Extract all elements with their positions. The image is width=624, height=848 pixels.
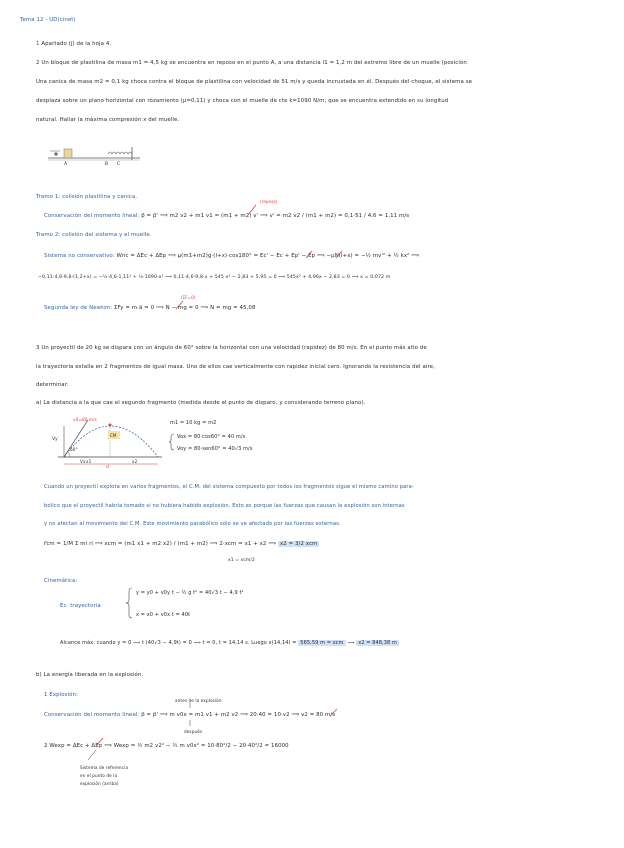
momentum-label: Conservación del momento lineal:	[44, 213, 140, 219]
data-mass: m1 = 10 kg = m2	[170, 420, 217, 426]
newton-equation: ΣFy = m·a⃗ = 0 ⟹ N − mg = 0 ⟹ N = mg = 45,08	[114, 305, 256, 311]
p2-statement-line-2: Una canica de masa m2 = 0,1 kg choca contra el bloque de plastilina con velocidad de 51 m/s y queda incrustada en él. Después del choque, el sistema se	[36, 79, 473, 85]
newton-label: Segunda ley de Newton:	[44, 305, 113, 311]
explosion-momentum-label: Conservación del momento lineal:	[44, 712, 140, 718]
ref-system-note-1: Sistema de referencia	[80, 765, 129, 770]
work-equation: 2 Wexp = ΔEc + ΔEp ⟹ Wexp = ½ m2 v2² − ½ m v0x² = 10·80²/2 − 20·40²/2 = 16000	[44, 743, 289, 749]
p3-statement-line-2: la trayectoria estalla en 2 fragmentos de igual masa. Uno de ellos cae verticalmente con rapidez inicial cero. Ignorando la resistencia del aire,	[36, 364, 435, 370]
energy-equation: Wnc = ΔEc + ΔEp ⟹ µ(m1+m2)g·(l+x)·cos180° = Ec' − Ec + Ep' − Ep ⟹ −µN(l+x) = −½ mv'² + ½ kx² ⟹	[116, 253, 420, 259]
p2-statement-line-4: natural. Hallar la máxima compresión x del muelle.	[36, 117, 180, 123]
p3-statement-line-3: determinar:	[36, 382, 69, 388]
explanation-line-2: bólico que el proyectil habría tomado si no hubiera habido explosión. Esto es porque las fuerzas que causan la explosión son internas	[44, 503, 405, 509]
max-range-arrow: ⟹	[347, 640, 355, 646]
p1-title: Apartado (j) de la hoja 4.	[41, 41, 112, 47]
max-range-x2: x2 = 848,38 m	[358, 640, 397, 646]
page-header-tag: Tema 12 - UD(cinet)	[20, 17, 76, 23]
trajectory-eq-x: x = x0 + v0x t = 40t	[136, 612, 191, 618]
trajectory-eq-y: y = y0 + v0y t − ½ g t² = 40√3 t − 4,9 t²	[136, 590, 244, 596]
explanation-line-3: y no afectan al movimiento del C.M. Este movimiento parabólico sólo se ve afectado por las fuerzas externas.	[44, 521, 341, 527]
cm-under-note: x1 = xcm/2	[228, 558, 255, 563]
p3-question-a: a) La distancia a la que cae el segundo fragmento (medida desde el punto de disparo, y considerando terreno plano).	[36, 400, 366, 406]
newton-note: (ΣF=0)	[181, 295, 196, 300]
figure-label-b: B	[105, 162, 109, 167]
energy-label: Sistema no conservativo:	[44, 253, 115, 259]
explosion-momentum-equation: p⃗ = p⃗' ⟹ m v0x = m1 v1 + m2 v2 ⟹ 20·40 = 10·v2 ⟹ v2 = 80 m/s	[141, 712, 336, 718]
momentum-equation: p⃗ = p⃗' ⟹ m2 v2 + m1 v1 = (m1 + m2) v' ⟹ v' = m2 v2 / (m1 + m2) = 0,1·51 / 4,6 = 1,11 m/s	[141, 213, 410, 219]
max-range-text: Alcance máx: cuando y = 0 ⟹ t (40√3 − 4,9t) = 0 ⟹ t = 0, t = 14,14 s. Luego x(14,14) =	[60, 640, 297, 646]
figure-x1-label: x1	[86, 459, 92, 464]
cm-result-x2: x2 = 3/2 xcm	[279, 541, 318, 547]
p3-question-b: b) La energía liberada en la explosión.	[36, 672, 144, 678]
cm-equation: r⃗cm = 1/M Σ mi ri ⟹ xcm = (m1 x1 + m2 x2) / (m1 + m2) ⟹ 2·xcm = x1 + x2 ⟹	[44, 541, 277, 547]
p1-number: 1	[36, 41, 40, 47]
explosion-before-note: antes de la explosión	[175, 698, 222, 703]
figure-label-a: A	[64, 162, 68, 167]
p2-statement-line-1: 2 Un bloque de plastilina de masa m1 = 4,5 kg se encuentra en reposo en el punto A, a una distancia l1 = 1,2 m del extremo libre de un muelle (posición	[36, 60, 467, 66]
figure-x2-label: x2	[132, 459, 138, 464]
explosion-heading: 1 Explosión:	[44, 692, 78, 698]
figure-label-c: C	[117, 162, 121, 167]
ref-system-note-2: en el punto de la	[80, 773, 118, 778]
trajectory-eq-label: Ec. trayectoria	[60, 603, 101, 609]
figure-vx-label: Vx	[80, 459, 86, 464]
explosion-after-note: después	[184, 729, 203, 734]
tramo1-heading: Tramo 1: colisión plastilina y canica.	[36, 194, 138, 200]
figure-angle-label: 60°	[70, 447, 78, 452]
p2-statement-line-3: desplaza sobre un plano horizontal con rozamiento (µ=0,11) y choca con el muelle de cte k=1090 N/m; que se encuentra extendido en su longitud	[36, 98, 449, 104]
kinematics-heading: Cinemática:	[44, 578, 78, 584]
explanation-line-1: Cuando un proyectil explota en varios fragmentos, el C.M. del sistema compuesto por todos los fragmentos sigue el mismo camino para-	[44, 484, 414, 490]
reposo-note: (reposo)	[260, 199, 278, 204]
ref-system-note-3: explosión (arriba)	[80, 781, 119, 786]
p3-statement-line-1: 3 Un proyectil de 20 kg se dispara con un ángulo de 60° sobre la horizontal con una velocidad (rapidez) de 80 m/s. En el punto más alto de	[36, 345, 427, 351]
figure-d-label: d	[106, 465, 109, 470]
data-vox: Vox = 80·cos60° = 40 m/s	[177, 434, 246, 440]
figure-cm-label: CM	[110, 433, 117, 438]
tramo2-heading: Tramo 2: colisión del sistema y el muelle.	[36, 232, 152, 238]
energy-line-2: −0,11·4,6·9,8·(1,2+x) = −½·4,6·1,11² + ½·1090·x² ⟹ 0,11·4,6·9,8·x + 545 x² − 2,83 + 5,95 = 0 ⟹ 545x² + 4,96x − 2,83 = 0 ⟹ x = 0,072 m	[38, 275, 391, 280]
max-range-xcm: 565,59 m = xcm	[300, 640, 344, 646]
data-voy: Voy = 80·sen60° = 40√3 m/s	[177, 446, 253, 452]
figure-vy-label: Vy	[52, 437, 58, 442]
figure-v0-label: v0=80 m/s	[73, 417, 97, 422]
